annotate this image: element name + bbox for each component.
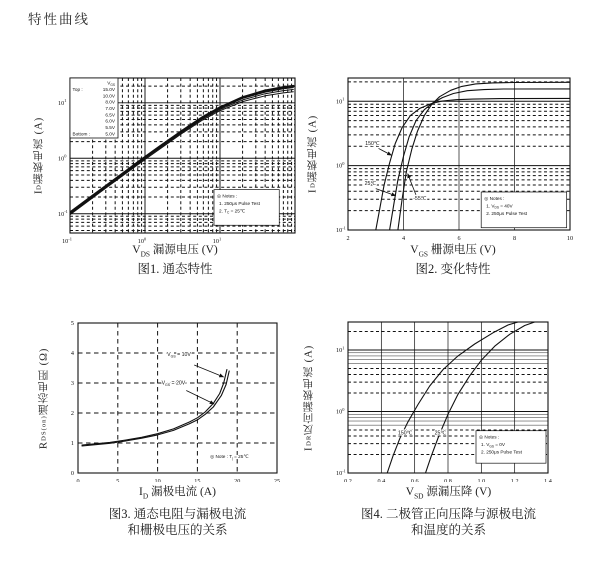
svg-text:0: 0 (76, 478, 80, 482)
svg-text:0: 0 (70, 470, 74, 477)
svg-text:101: $10^1$ (336, 96, 345, 106)
figure2-x-axis-label: $V_{GS}$ 栅源电压 (V) (410, 244, 496, 259)
svg-text:-55℃: -55℃ (413, 196, 427, 203)
svg-text:1.2: 1.2 (510, 478, 519, 482)
notes (214, 190, 279, 226)
curve-label (408, 174, 427, 203)
svg-text:20: 20 (234, 478, 241, 482)
svg-text:1. VDS = 40V: 1. $V_{DS} = 40V$ (486, 203, 513, 210)
figure1-caption: 图1. 通态特性 (137, 262, 213, 276)
svg-text:100: $10^0$ (336, 161, 345, 170)
svg-text:0.4: 0.4 (377, 478, 386, 482)
notes (481, 192, 566, 228)
svg-text:0.6: 0.6 (410, 478, 419, 482)
svg-text:◎ Notes :: ◎ Notes : (217, 193, 238, 199)
svg-text:10: 10 (566, 235, 574, 242)
figure1-y-axis-label: I D 漏极电流 (A) (33, 116, 45, 195)
svg-text:25: 25 (273, 478, 281, 482)
svg-text:10: 10 (154, 478, 161, 482)
notes (210, 454, 249, 460)
svg-text:Top :: Top : (72, 86, 83, 92)
svg-text:150℃: 150℃ (398, 430, 413, 437)
svg-text:10-1: $10^{-1}$ (336, 468, 346, 477)
figure3-caption-line2: 和栅极电压的关系 (127, 523, 228, 537)
figure2-y-axis-label: I D 漏极电流 (A) (307, 115, 319, 193)
tick-labels (71, 320, 280, 482)
svg-text:VGS = 20V: $V_{GS} = 20V$ (161, 380, 186, 387)
svg-text:0.2: 0.2 (344, 478, 352, 482)
svg-text:15.0V: 15.0V (102, 86, 115, 92)
figure3-x-axis-label: $I_D$ 漏极电流 (A) (139, 486, 216, 501)
figure3-caption-line1: 图3. 通态电阻与漏极电流 (108, 507, 247, 521)
page-title: 特性曲线 (28, 12, 90, 27)
svg-text:150℃: 150℃ (365, 140, 380, 147)
curve-label (398, 431, 413, 437)
curve-label (167, 352, 224, 377)
figure2-caption: 图2. 变化特性 (415, 262, 491, 276)
svg-text:6.0V: 6.0V (105, 118, 115, 124)
curve-label (435, 431, 447, 437)
curve-VGS = 20V (82, 371, 229, 446)
svg-text:25℃: 25℃ (364, 181, 377, 188)
figure4-x-axis-label: $V_{SD}$ 源漏压降 (V) (405, 486, 492, 501)
svg-text:4: 4 (70, 350, 74, 357)
svg-text:100: $10^0$ (137, 236, 147, 245)
legend (70, 78, 118, 138)
svg-text:8.0V: 8.0V (105, 99, 115, 105)
svg-text:3: 3 (70, 380, 74, 387)
svg-text:◎ Note : Tj = 25℃: ◎ Note : $T_j$ = 25℃ (210, 454, 249, 461)
svg-text:2. TC = 25℃: 2. $T_C$ = 25℃ (219, 208, 246, 215)
svg-text:7.0V: 7.0V (105, 105, 115, 111)
figure4-y-axis-label: I DR 反向漏极电流 (A) (303, 344, 315, 451)
curve-label (365, 181, 396, 196)
svg-text:5: 5 (70, 320, 74, 327)
svg-text:VGS: $V_{GS}$ (107, 80, 115, 87)
svg-text:10-1: $10^{-1}$ (58, 209, 68, 218)
notes (476, 431, 546, 463)
svg-text:1.4: 1.4 (544, 478, 552, 482)
plot-frame (78, 323, 277, 473)
svg-text:0.8: 0.8 (444, 478, 452, 482)
svg-text:4: 4 (401, 235, 406, 242)
svg-text:1. 250μs Pulse Test: 1. 250μs Pulse Test (219, 201, 260, 206)
curves (82, 370, 229, 447)
figure4-plot (318, 310, 558, 482)
svg-text:1. VGS = 0V: 1. $V_{GS} = 0V$ (481, 442, 506, 449)
svg-text:6: 6 (457, 235, 461, 242)
svg-text:10-1: $10^{-1}$ (336, 225, 346, 234)
svg-text:10.0V: 10.0V (102, 93, 115, 99)
svg-text:1: 1 (70, 440, 74, 447)
svg-text:5.5V: 5.5V (105, 125, 115, 130)
svg-text:2: 2 (70, 410, 74, 417)
svg-text:5.0V: 5.0V (105, 131, 115, 137)
svg-text:100: $10^0$ (336, 406, 345, 416)
figure4-caption-line2: 和温度的关系 (410, 523, 486, 537)
curve-label (365, 141, 391, 155)
figure4-caption (346, 506, 551, 538)
grid (78, 323, 277, 473)
figure3-y-axis-label: R DS(on) 通态电阻 (Ω) (38, 347, 50, 449)
svg-text:2. 250μs Pulse Test: 2. 250μs Pulse Test (481, 449, 522, 455)
svg-text:25℃: 25℃ (434, 430, 447, 437)
curve-VGS = 10V (82, 370, 227, 446)
figure3-caption (75, 506, 280, 538)
svg-text:15: 15 (194, 478, 201, 482)
svg-text:8: 8 (512, 235, 517, 242)
figure1-plot (40, 66, 305, 248)
svg-text:100: $10^0$ (58, 153, 67, 163)
svg-text:◎ Notes :: ◎ Notes : (479, 434, 500, 440)
svg-text:10-1: $10^{-1}$ (62, 236, 72, 245)
figure3-plot (48, 310, 290, 482)
figure1-x-axis-label: $V_{DS}$ 漏源电压 (V) (132, 244, 218, 259)
svg-text:101: $10^1$ (336, 345, 345, 354)
svg-text:5: 5 (116, 478, 120, 482)
svg-text:6.5V: 6.5V (105, 112, 115, 118)
svg-text:2: 2 (346, 235, 350, 242)
curve-label (162, 381, 215, 405)
svg-text:VGS = 10V: $V_{GS} = 10V$ (167, 352, 191, 359)
svg-text:◎ Notes :: ◎ Notes : (484, 196, 505, 201)
figure2-plot (318, 66, 580, 248)
svg-text:Bottom :: Bottom : (72, 131, 90, 137)
svg-text:1.0: 1.0 (477, 478, 486, 482)
svg-text:101: $10^1$ (212, 236, 222, 245)
svg-text:2. 250μs Pulse Test: 2. 250μs Pulse Test (486, 210, 528, 216)
figure4-caption-line1: 图4. 二极管正向压降与源极电流 (360, 507, 536, 521)
svg-text:101: $10^1$ (58, 98, 67, 107)
